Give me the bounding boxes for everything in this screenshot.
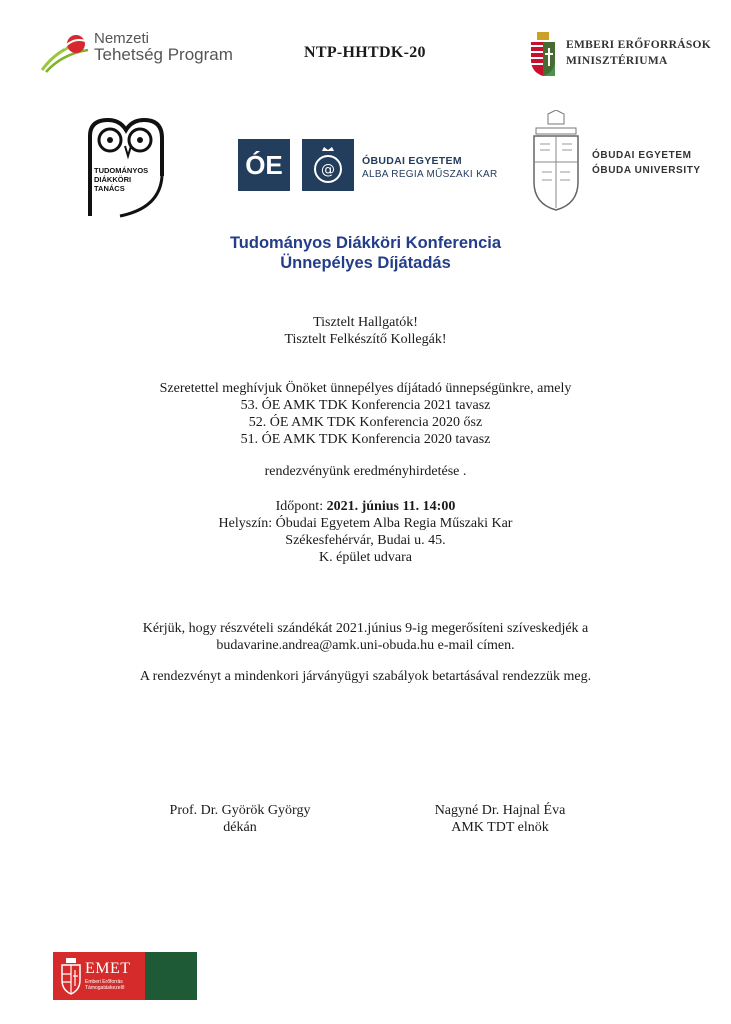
obuda-crest [528,110,584,212]
tdt-line2: DIÁKKÖRI [94,175,132,184]
obuda-line1: ÓBUDAI EGYETEM [592,150,692,161]
sig1-name: Prof. Dr. Györök György [169,803,311,818]
oe-logo-box: ÓE [238,139,290,191]
oe-emblem [302,139,354,191]
oe-line1: ÓBUDAI EGYETEM [362,155,462,167]
oe-crown-emblem-icon [302,139,354,191]
intro-line4: 51. ÓE AMK TDK Konferencia 2020 tavasz [240,432,491,447]
rsvp-request [0,620,731,654]
obuda-name [592,148,701,178]
ntp-name-line1: Nemzeti [94,30,150,47]
title-line2: Ünnepélyes Díjátadás [280,254,451,272]
university-crest-icon [528,110,584,212]
emet-logo [53,952,145,1000]
emet-title: EMET [85,960,131,977]
sig2-role: AMK TDT elnök [451,820,549,835]
emet-sub2: Támogatáskezelő [85,985,125,991]
emet-sub1: Emberi Erőforrás [85,979,123,985]
intro-line1: Szeretettel meghívjuk Önöket ünnepélyes díjátadó ünnepségünkre, amely [159,381,572,396]
page-title [0,233,731,273]
request-line2: budavarine.andrea@amk.uni-obuda.hu e-mail címen. [216,638,515,653]
hungarian-coat-of-arms-icon [528,30,558,78]
tdt-line1: TUDOMÁNYOS [94,166,149,175]
emmi-line2: MINISZTÉRIUMA [566,55,668,67]
oe-name [362,154,498,182]
signature-chair [380,802,620,836]
health-rule-note: A rendezvényt a mindenkori járványügyi szabályok betartásával rendezzük meg. [139,669,592,684]
intro-line2: 53. ÓE AMK TDK Konferencia 2021 tavasz [240,398,491,413]
emmi-line1: EMBERI ERŐFORRÁSOK [566,39,712,51]
emet-green-block [145,952,197,1000]
tdt-line3: TANÁCS [94,184,125,193]
event-details [0,498,731,566]
ntp-name-line2: Tehetség Program [94,45,233,64]
greeting [0,314,731,348]
invitation-intro [0,380,731,448]
time-value: 2021. június 11. 14:00 [326,499,456,514]
emmi-logo [528,30,718,80]
program-code: NTP-HHTDK-20 [304,44,426,61]
greeting-line1: Tisztelt Hallgatók! [313,315,418,330]
ntp-swoosh-icon [38,30,94,76]
time-label: Időpont: [275,499,327,514]
svg-text:@: @ [321,162,335,178]
greeting-line2: Tisztelt Felkészítő Kollegák! [284,332,447,347]
intro-line3: 52. ÓE AMK TDK Konferencia 2020 ősz [248,415,483,430]
sig1-role: dékán [223,820,257,835]
title-line1: Tudományos Diákköri Konferencia [229,234,502,252]
place-line1: Helyszín: Óbudai Egyetem Alba Regia Műszaki Kar [218,516,513,531]
place-line2: Székesfehérvár, Budai u. 45. [285,533,446,548]
emet-coat-of-arms-icon [57,952,85,1000]
result-text: rendezvényünk eredményhirdetése . [264,464,467,479]
sig2-name: Nagyné Dr. Hajnal Éva [434,803,566,818]
tdt-logo [80,116,180,220]
place-line3: K. épület udvara [319,550,412,565]
signature-dean [120,802,360,836]
obuda-line2: ÓBUDA UNIVERSITY [592,165,701,176]
event-time [0,498,731,515]
request-line1: Kérjük, hogy részvételi szándékát 2021.június 9-ig megerősíteni szíveskedjék a [142,621,589,636]
ntp-logo [38,30,238,76]
oe-line2: ALBA REGIA MŰSZAKI KAR [362,169,498,180]
